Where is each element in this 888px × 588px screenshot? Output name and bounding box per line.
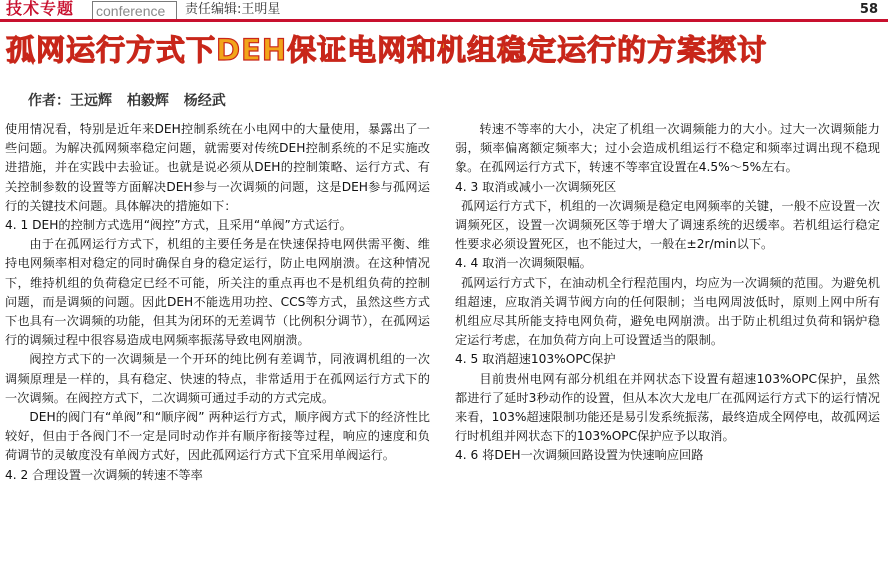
- paragraph: DEH的阀门有“单阀”和“顺序阀” 两种运行方式，顺序阀方式下的经济性比较好，但由于各阀门不一定是同时动作并有顺序衔接等过程，响应的速度和负荷调节的灵敏度没有单阀方式好，因此孤网运行方式下宜采用单阀运行。: [5, 410, 430, 463]
- section-heading: 4. 6 将DEH一次调频回路设置为快速响应回路: [455, 448, 704, 463]
- authors-names: 王远辉 柏毅辉 杨经武: [70, 93, 226, 109]
- paragraph: 由于在孤网运行方式下，机组的主要任务是在快速保持电网供需平衡、维持电网频率相对稳定的同时确保自身的稳定运行，防止电网崩溃。在这种情况下，维持机组的负荷稳定已经不可能，所关注的重点再也不是机组负荷的控制问题，而是调频的问题。因此DEH不能选用功控、CCS等方式，虽然这些方式下也具有一次调频的功能，但其为闭环的无差调节（比例积分调节），在孤网运行的调频过程中很容易造成电网频率振荡导致电网崩溃。: [5, 237, 430, 348]
- page-number: 58: [859, 2, 878, 17]
- header-divider: [0, 19, 888, 22]
- editor-credit: 责任编辑:王明星: [185, 2, 281, 17]
- paragraph: 阀控方式下的一次调频是一个开环的纯比例有差调节，同液调机组的一次调频原理是一样的，具有稳定、快速的特点，非常适用于在孤网运行方式下的一次调频。在阀控方式下，二次调频可通过手动的方式完成。: [5, 352, 430, 405]
- paragraph: 转速不等率的大小，决定了机组一次调频能力的大小。过大一次调频能力弱，频率偏离额定频率大；过小会造成机组运行不稳定和频率过调出现不稳现象。在孤网运行方式下，转速不等率宜设置在4.5%～5%左右。: [455, 122, 880, 175]
- section-heading: 4. 3 取消或减小一次调频死区: [455, 179, 617, 194]
- section-heading: 4. 1 DEH的控制方式选用“阀控”方式，且采用“单阀”方式运行。: [5, 218, 352, 233]
- paragraph: 使用情况看，特别是近年来DEH控制系统在小电网中的大量使用，暴露出了一些问题。为解决孤网频率稳定问题，就需要对传统DEH控制系统的不足实施改进措施，并在实践中去验证。也就是说必须从DEH的控制策略、运行方式、有关控制参数的设置等方面解决DEH参与一次调频的问题，这是DEH参与孤网运行的关键技术问题。具体解决的措施如下：: [5, 122, 430, 213]
- article-authors: [28, 90, 226, 110]
- paragraph: 孤网运行方式下，在油动机全行程范围内，均应为一次调频的范围。为避免机组超速，应取消关调节阀方向的任何限制；当电网周波低时，原则上网中所有机组应尽其所能支持电网负荷，避免电网崩溃。出于防止机组过负荷和锅炉稳定运行考虑，在加负荷方向上可设置适当的限制。: [455, 275, 880, 348]
- section-heading: 4. 2 合理设置一次调频的转速不等率: [5, 467, 203, 482]
- conference-label: conference: [92, 1, 177, 21]
- authors-label: 作者：: [28, 93, 70, 109]
- paragraph: 孤网运行方式下，机组的一次调频是稳定电网频率的关键，一般不应设置一次调频死区，设置一次调频死区等于增大了调速系统的迟缓率。若机组运行稳定性要求必须设置死区，也不能过大，一般在±2r/min以下。: [455, 198, 880, 252]
- page-header: [0, 0, 888, 20]
- section-tag: 技术专题: [2, 0, 78, 18]
- right-column: [455, 120, 880, 466]
- section-heading: 4. 5 取消超速103%OPC保护: [455, 352, 616, 367]
- paragraph: 目前贵州电网有部分机组在并网状态下设置有超速103%OPC保护，虽然都进行了延时3秒动作的设置，但从本次大龙电厂在孤网运行方式下的运行情况来看，103%超速限制功能还是易引发系统振荡，最终造成全网停电，故孤网运行时机组并网状态下的103%OPC保护应予以取消。: [455, 371, 880, 444]
- left-column: [5, 120, 430, 485]
- section-heading: 4. 4 取消一次调频限幅。: [455, 256, 592, 271]
- article-title: 孤网运行方式下DEH保证电网和机组稳定运行的方案探讨: [6, 33, 768, 67]
